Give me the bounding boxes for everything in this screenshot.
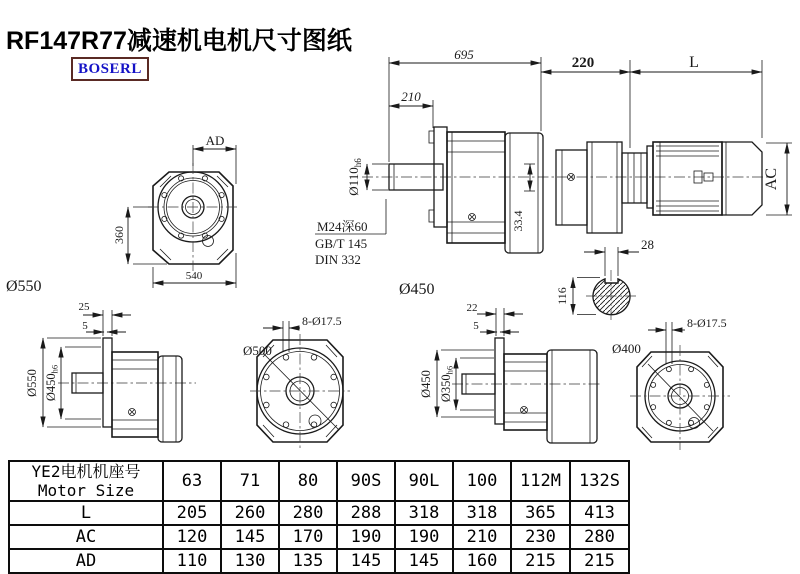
table-row-ac	[9, 525, 629, 549]
dim-33-4-label: 33.4	[511, 210, 525, 232]
flange-outer-diameter-label-left: Ø550	[25, 369, 39, 397]
cell-ac-80: 170	[279, 525, 337, 549]
dim-695-label: 695	[454, 47, 474, 62]
flange-side-view-left	[25, 301, 196, 442]
motor-size-header-cn: YE2电机机座号	[31, 462, 141, 481]
flange-side-view-right	[419, 302, 602, 443]
dim-5-left-label: 5	[82, 320, 88, 332]
cell-ad-112m: 215	[511, 549, 570, 573]
cell-ad-71: 130	[221, 549, 279, 573]
row-label-ac: AC	[9, 525, 163, 549]
gearbox-front-view	[6, 133, 240, 295]
table-header-row	[9, 461, 629, 501]
dim-210-label: 210	[401, 89, 421, 104]
flange-spigot-diameter-label-right: $Ø350_{h6}$	[439, 365, 455, 403]
cell-ac-63: 120	[163, 525, 221, 549]
table-row-ad	[9, 549, 629, 573]
cell-ac-90s: 190	[337, 525, 395, 549]
cell-l-90l: 318	[395, 501, 453, 525]
col-header-63: 63	[163, 461, 221, 501]
row-label-ad: AD	[9, 549, 163, 573]
motor-dimension-table	[8, 460, 630, 574]
motor-size-header-en: Motor Size	[37, 481, 135, 500]
col-header-132s: 132S	[570, 461, 629, 501]
col-header-90s: 90S	[337, 461, 395, 501]
gearmotor-side-view	[315, 47, 792, 298]
front-view-diameter-label: Ø550	[6, 278, 42, 295]
thread-note: M24深60	[317, 219, 368, 234]
cell-ad-80: 135	[279, 549, 337, 573]
flange-outer-diameter-label-right: Ø450	[419, 370, 433, 398]
cell-ac-90l: 190	[395, 525, 453, 549]
cell-l-71: 260	[221, 501, 279, 525]
cell-ac-100: 210	[453, 525, 511, 549]
col-header-112m: 112M	[511, 461, 570, 501]
dim-116-label: 116	[555, 287, 569, 305]
bolt-circle-diameter-label-right: Ø400	[612, 341, 641, 356]
cell-ad-63: 110	[163, 549, 221, 573]
bolt-circle-diameter-label-left: Ø500	[243, 343, 272, 358]
cell-ad-132s: 215	[570, 549, 629, 573]
flange-spigot-diameter-label-left: $Ø450_{h6}$	[44, 364, 60, 402]
dim-22-label: 22	[466, 302, 478, 314]
dim-ac-label: AC	[763, 167, 780, 191]
cell-l-80: 280	[279, 501, 337, 525]
motor-shaft-section-view	[555, 270, 636, 322]
table-row-l	[9, 501, 629, 525]
dim-ad-label: AD	[205, 133, 225, 148]
cell-l-63: 205	[163, 501, 221, 525]
dim-l-label: L	[689, 54, 699, 71]
cell-l-100: 318	[453, 501, 511, 525]
dim-360-label: 360	[112, 226, 126, 244]
col-header-80: 80	[279, 461, 337, 501]
bolt-holes-label-right: 8-Ø17.5	[687, 316, 727, 330]
cell-l-132s: 413	[570, 501, 629, 525]
dim-5-right-label: 5	[473, 320, 479, 332]
flange-face-view-left	[243, 314, 350, 449]
cell-ac-71: 145	[221, 525, 279, 549]
shaft-diameter-label: $Ø110_{h6}$	[346, 158, 363, 196]
flange-face-view-right	[612, 316, 730, 450]
row-label-l: L	[9, 501, 163, 525]
cell-ac-112m: 230	[511, 525, 570, 549]
page-title: RF147R77减速机电机尺寸图纸	[6, 26, 352, 55]
dim-28-label: 28	[641, 237, 654, 252]
col-header-71: 71	[221, 461, 279, 501]
cell-ac-132s: 280	[570, 525, 629, 549]
dim-220-label: 220	[571, 55, 595, 71]
cell-l-112m: 365	[511, 501, 570, 525]
gb-standard-note: GB/T 145	[315, 236, 368, 251]
motor-size-header	[9, 461, 163, 501]
cell-ad-100: 160	[453, 549, 511, 573]
main-view-diameter-label: Ø450	[399, 281, 435, 298]
din-standard-note: DIN 332	[315, 252, 361, 267]
bolt-holes-label-left: 8-Ø17.5	[302, 314, 342, 328]
cell-ad-90s: 145	[337, 549, 395, 573]
col-header-90l: 90L	[395, 461, 453, 501]
cell-ad-90l: 145	[395, 549, 453, 573]
cell-l-90s: 288	[337, 501, 395, 525]
col-header-100: 100	[453, 461, 511, 501]
brand-logo: BOSERL	[71, 57, 149, 81]
dim-540-label: 540	[185, 270, 203, 282]
dim-25-label: 25	[78, 301, 90, 313]
